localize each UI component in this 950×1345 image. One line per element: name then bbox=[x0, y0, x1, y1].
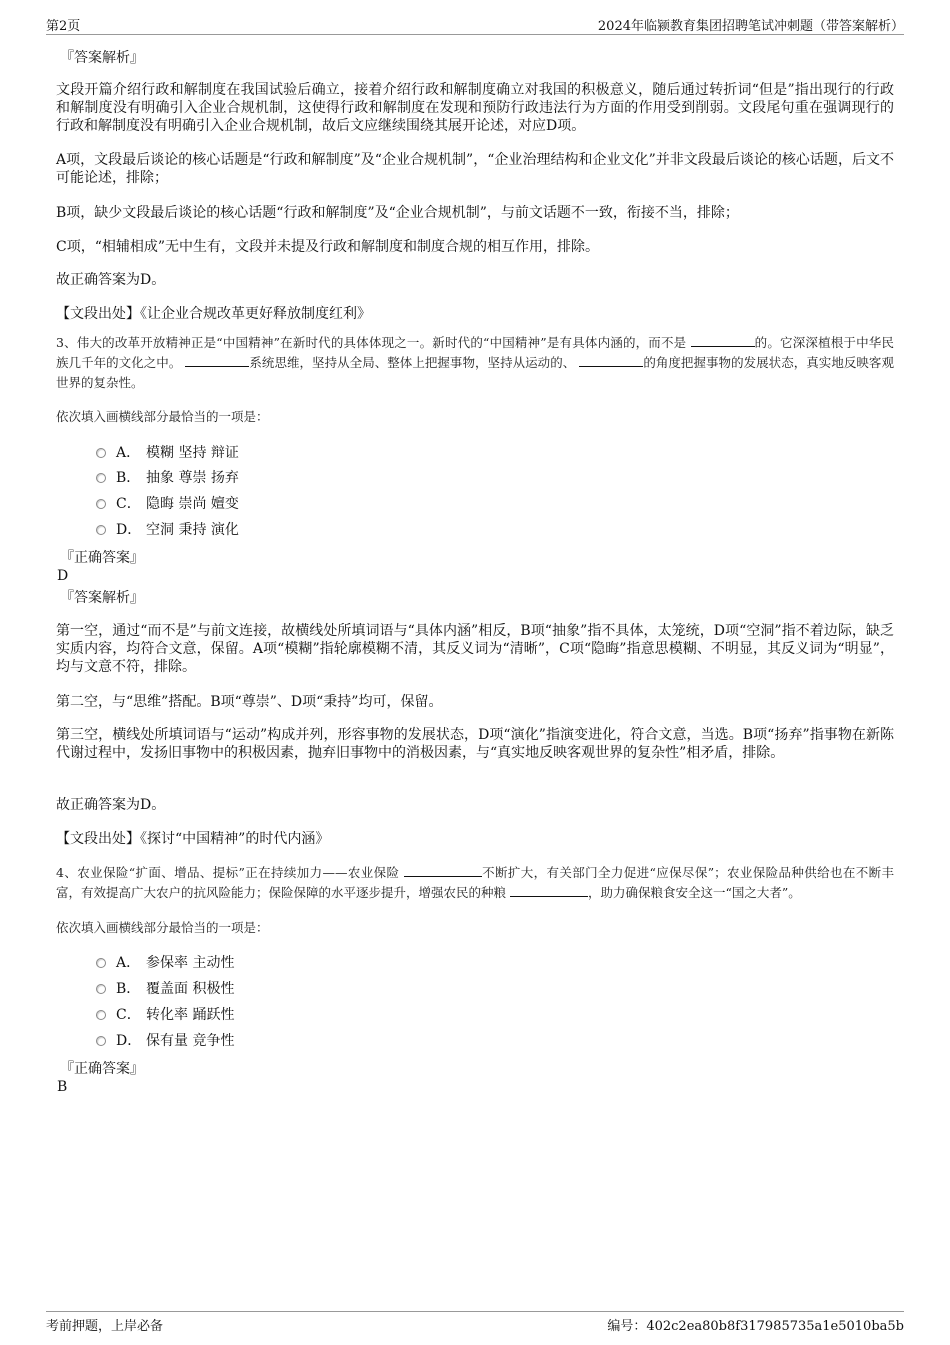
answer-blank bbox=[185, 354, 249, 367]
option-c[interactable]: C． 隐晦 崇尚 嬗变 bbox=[96, 495, 239, 513]
analysis-heading: 『答案解析』 bbox=[60, 50, 144, 66]
radio-icon[interactable] bbox=[96, 448, 106, 458]
page-footer bbox=[46, 1311, 904, 1334]
source-prefix: 【文段出处】 bbox=[56, 831, 140, 847]
source-title: 《让企业合规改革更好释放制度红利》 bbox=[140, 306, 371, 322]
answer-blank bbox=[404, 864, 482, 877]
radio-icon[interactable] bbox=[96, 499, 106, 509]
radio-icon[interactable] bbox=[96, 984, 106, 994]
document-title: 2024年临颍教育集团招聘笔试冲刺题（带答案解析） bbox=[597, 19, 904, 34]
option-d[interactable]: D． 保有量 竞争性 bbox=[96, 1032, 234, 1050]
radio-icon[interactable] bbox=[96, 1010, 106, 1020]
analysis-paragraph: 第三空，横线处所填词语与“运动”构成并列，形容事物的发展状态，D项“演化”指演变进化，符合文意，当选。B项“扬弃”指事物在新陈代谢过程中，发扬旧事物中的积极因素，抛弃旧事物中的消极因素，与“真实地反映客观世界的复杂性”相矛盾，排除。 bbox=[56, 727, 894, 761]
analysis-paragraph: B项，缺少文段最后谈论的核心话题“行政和解制度”及“企业合规机制”，与前文话题不一致，衔接不当，排除； bbox=[56, 205, 739, 221]
analysis-heading: 『答案解析』 bbox=[60, 590, 144, 606]
source-title: 《探讨“中国精神”的时代内涵》 bbox=[140, 831, 330, 847]
question-instruction: 依次填入画横线部分最恰当的一项是： bbox=[56, 409, 269, 424]
analysis-paragraph: 第二空，与“思维”搭配。B项“尊崇”、D项“秉持”均可，保留。 bbox=[56, 694, 443, 710]
page-header bbox=[46, 14, 904, 35]
analysis-paragraph: 文段开篇介绍行政和解制度在我国试验后确立，接着介绍行政和解制度确立对我国的积极意义，随后通过转折词“但是”指出现行的行政和解制度没有明确引入企业合规机制，这使得行政和解制度在发现和预防行政违法行为方面的作用受到削弱。文段尾句重在强调现行的行政和解制度没有明确引入企业合规机制，故后文应继续围绕其展开论述，对应D项。 bbox=[56, 82, 894, 134]
option-a[interactable]: A． 模糊 坚持 辩证 bbox=[96, 444, 239, 462]
question-3-stem: 3、伟大的改革开放精神正是“中国精神”在新时代的具体体现之一。新时代的“中国精神”是有具体内涵的，而不是 的。它深深植根于中华民族几千年的文化之中。 系统思维，坚持从全局、整体上把握事物，坚持从运动的、 的角度把握事物的发展状态，真实地反映客观世界的复杂性。 bbox=[56, 335, 894, 390]
question-4-stem: 4、农业保险“扩面、增品、提标”正在持续加力——农业保险 不断扩大，有关部门全力促进“应保尽保”；农业保险品种供给也在不断丰富，有效提高广大农户的抗风险能力；保险保障的水平逐步提升，增强农民的种粮 ，助力确保粮食安全这一“国之大者”。 bbox=[56, 865, 894, 900]
option-b[interactable]: B． 覆盖面 积极性 bbox=[96, 980, 234, 998]
source-line bbox=[56, 830, 894, 848]
question-instruction: 依次填入画横线部分最恰当的一项是： bbox=[56, 920, 269, 935]
option-b[interactable]: B． 抽象 尊崇 扬弃 bbox=[96, 469, 239, 487]
option-c[interactable]: C． 转化率 踊跃性 bbox=[96, 1006, 234, 1024]
footer-slogan: 考前押题，上岸必备 bbox=[46, 1319, 164, 1334]
analysis-conclusion: 故正确答案为D。 bbox=[56, 797, 166, 813]
answer-blank bbox=[691, 334, 755, 347]
option-a[interactable]: A． 参保率 主动性 bbox=[96, 954, 234, 972]
radio-icon[interactable] bbox=[96, 1036, 106, 1046]
analysis-paragraph: 第一空，通过“而不是”与前文连接，故横线处所填词语与“具体内涵”相反，B项“抽象”指不具体，太笼统，D项“空洞”指不着边际，缺乏实质内容，均符合文意，保留。A项“模糊”指轮廓模糊不清，其反义词为“清晰”，C项“隐晦”指意思模糊、不明显，其反义词为“明显”，均与文意不符，排除。 bbox=[56, 623, 894, 675]
answer-blank bbox=[579, 354, 643, 367]
analysis-paragraph: C项，“相辅相成”无中生有，文段并未提及行政和解制度和制度合规的相互作用，排除。 bbox=[56, 239, 600, 255]
document-id: 编号：402c2ea80b8f317985735a1e5010ba5b bbox=[607, 1319, 904, 1334]
answer-blank bbox=[510, 884, 588, 897]
correct-answer: D bbox=[57, 568, 69, 584]
radio-icon[interactable] bbox=[96, 473, 106, 483]
analysis-paragraph: A项，文段最后谈论的核心话题是“行政和解制度”及“企业合规机制”，“企业治理结构和企业文化”并非文段最后谈论的核心话题，后文不可能论述，排除； bbox=[56, 152, 894, 186]
radio-icon[interactable] bbox=[96, 958, 106, 968]
source-line bbox=[56, 305, 894, 323]
option-d[interactable]: D． 空洞 秉持 演化 bbox=[96, 521, 239, 539]
correct-answer: B bbox=[57, 1079, 68, 1095]
correct-answer-heading: 『正确答案』 bbox=[60, 1061, 144, 1077]
correct-answer-heading: 『正确答案』 bbox=[60, 550, 144, 566]
source-prefix: 【文段出处】 bbox=[56, 306, 140, 322]
page-number: 第2页 bbox=[46, 19, 81, 34]
analysis-conclusion: 故正确答案为D。 bbox=[56, 272, 166, 288]
radio-icon[interactable] bbox=[96, 525, 106, 535]
